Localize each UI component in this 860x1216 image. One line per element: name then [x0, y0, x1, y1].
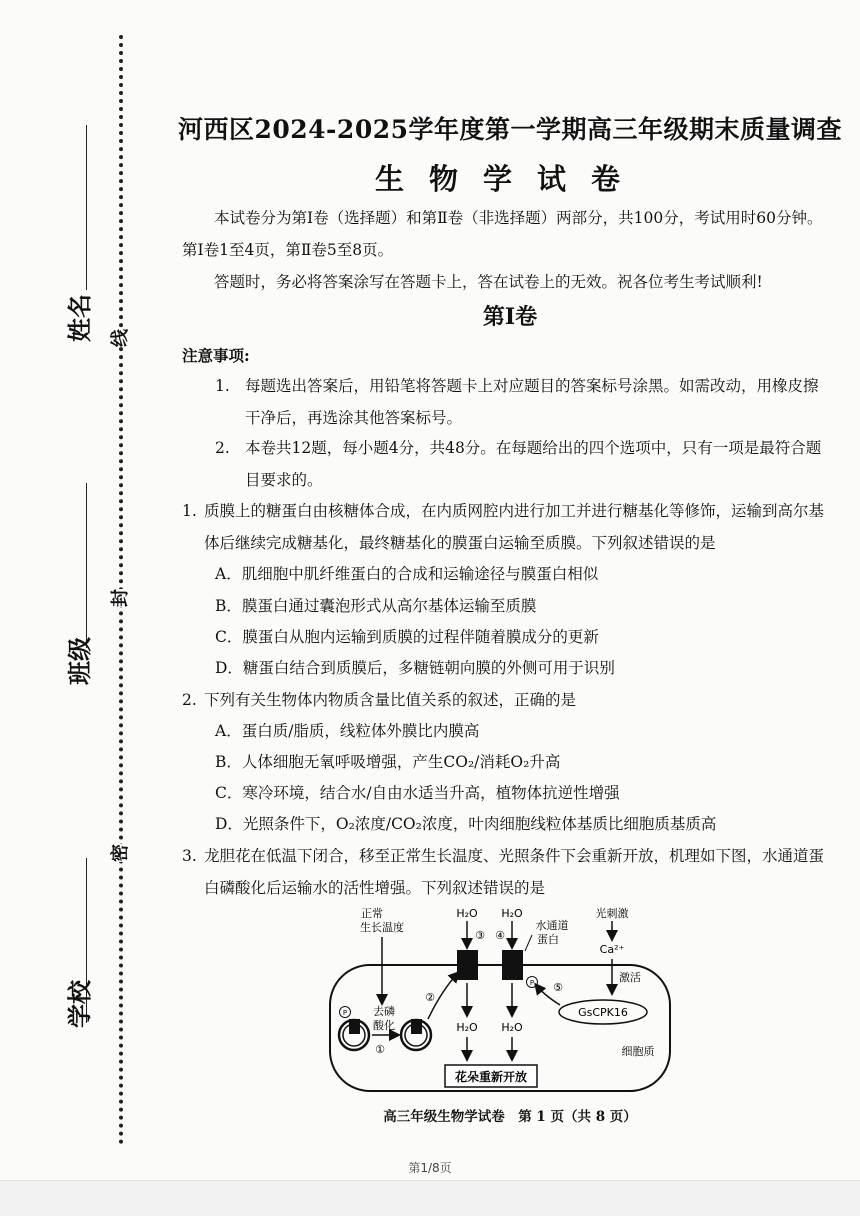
mechanism-diagram — [320, 895, 730, 1095]
svg-text:P: P — [342, 1009, 348, 1017]
viewer-footer-bar — [0, 1180, 860, 1216]
step-5-label: ⑤ — [553, 981, 563, 994]
question-2-option-c: C．寒冷环境，结合水/自由水适当升高，植物体抗逆性增强 — [215, 784, 620, 802]
question-1-option-d: D．糖蛋白结合到质膜后，多糖链朝向膜的外侧可用于识别 — [215, 659, 615, 677]
flower-reopen-label: 花朵重新开放 — [454, 1070, 528, 1084]
step-1-label: ① — [375, 1043, 385, 1056]
question-text: 龙胆花在低温下闭合，移至正常生长温度、光照条件下会重新开放，机理如下图，水通道蛋白磷酸化后运输水的活性增强。下列叙述错误的是 — [204, 847, 825, 897]
step-4-label: ④ — [495, 929, 505, 942]
exam-title: 河西区2024-2025学年度第一学期高三年级期末质量调查 — [177, 115, 843, 144]
question-2-option-a: A．蛋白质/脂质，线粒体外膜比内膜高 — [215, 722, 480, 740]
svg-text:H₂O: H₂O — [501, 1021, 523, 1034]
intro-paragraph-2: 答题时，务必将答案涂写在答题卡上，答在试卷上的无效。祝各位考生考试顺利! — [214, 273, 763, 291]
margin-marker-feng: 封 — [110, 589, 131, 607]
calcium-label: Ca²⁺ — [599, 943, 625, 956]
school-label: 学校 — [66, 980, 94, 1028]
question-text: 质膜上的糖蛋白由核糖体合成，在内质网腔内进行加工并进行糖基化等修饰，运输到高尔基体后继续完成糖基化，最终糖基化的膜蛋白运输至质膜。下列叙述错误的是 — [204, 502, 825, 552]
question-1-option-a: A．肌细胞中肌纤维蛋白的合成和运输途径与膜蛋白相似 — [215, 565, 599, 583]
name-underline — [86, 125, 87, 290]
light-stimulus-label: 光刺激 — [595, 907, 629, 920]
step-3-label: ③ — [475, 929, 485, 942]
water-channel-3 — [457, 950, 478, 980]
question-1-option-b: B．膜蛋白通过囊泡形式从高尔基体运输至质膜 — [215, 597, 537, 615]
step-2-label: ② — [425, 991, 435, 1004]
question-number: 3. — [182, 847, 197, 865]
dephos-label-1: 去磷 — [373, 1005, 395, 1018]
question-number: 1. — [182, 502, 197, 520]
question-text: 下列有关生物体内物质含量比值关系的叙述，正确的是 — [204, 691, 577, 709]
exam-subtitle: 生物学试卷 — [374, 162, 645, 196]
normal-temp-label-2: 生长温度 — [360, 921, 404, 934]
normal-temp-label-1: 正常 — [361, 907, 383, 920]
notes-heading: 注意事项: — [182, 346, 250, 365]
question-number: 2. — [182, 691, 197, 709]
water-channel-label-1: 水通道 — [535, 919, 569, 932]
svg-text:H₂O: H₂O — [501, 907, 523, 920]
question-1-stem — [182, 495, 832, 559]
water-channel-4 — [502, 950, 523, 980]
cytoplasm-label: 细胞质 — [621, 1045, 655, 1058]
activate-label: 激活 — [619, 971, 641, 984]
note-text: 每题选出答案后，用铅笔将答题卡上对应题目的答案标号涂黑。如需改动，用橡皮擦干净后，再选涂其他答案标号。 — [245, 377, 819, 427]
viewer-page-indicator: 第1/8页 — [408, 1161, 452, 1175]
question-2-stem — [182, 684, 832, 716]
note-number: 1. — [215, 377, 230, 395]
svg-text:P: P — [529, 979, 535, 987]
margin-marker-xian: 线 — [110, 329, 131, 347]
question-2-option-b: B．人体细胞无氧呼吸增强，产生CO₂/消耗O₂升高 — [215, 753, 561, 771]
note-item — [215, 370, 830, 434]
svg-text:GsCPK16: GsCPK16 — [578, 1006, 628, 1019]
class-underline — [86, 483, 87, 648]
water-channel-label-2: 蛋白 — [537, 933, 559, 946]
note-item — [215, 432, 830, 496]
question-2-option-d: D．光照条件下，O₂浓度/CO₂浓度，叶肉细胞线粒体基质比细胞质基质高 — [215, 815, 717, 833]
svg-text:H₂O: H₂O — [456, 907, 478, 920]
margin-marker-mi: 密 — [110, 844, 131, 862]
note-number: 2. — [215, 439, 230, 457]
page-footer: 高三年级生物学试卷 第 1 页（共 8 页） — [383, 1109, 637, 1125]
section-title: 第Ⅰ卷 — [482, 304, 538, 330]
intro-paragraph-1: 本试卷分为第Ⅰ卷（选择题）和第Ⅱ卷（非选择题）两部分，共100分，考试用时60分钟。第Ⅰ卷1至4页，第Ⅱ卷5至8页。 — [182, 209, 823, 259]
name-label: 姓名 — [66, 294, 94, 342]
dephos-label-2: 酸化 — [373, 1019, 395, 1032]
question-1-option-c: C．膜蛋白从胞内运输到质膜的过程伴随着膜成分的更新 — [215, 628, 599, 646]
note-text: 本卷共12题，每小题4分，共48分。在每题给出的四个选项中，只有一项是最符合题目要求的。 — [245, 439, 822, 489]
svg-text:H₂O: H₂O — [456, 1021, 478, 1034]
class-label: 班级 — [66, 637, 94, 685]
